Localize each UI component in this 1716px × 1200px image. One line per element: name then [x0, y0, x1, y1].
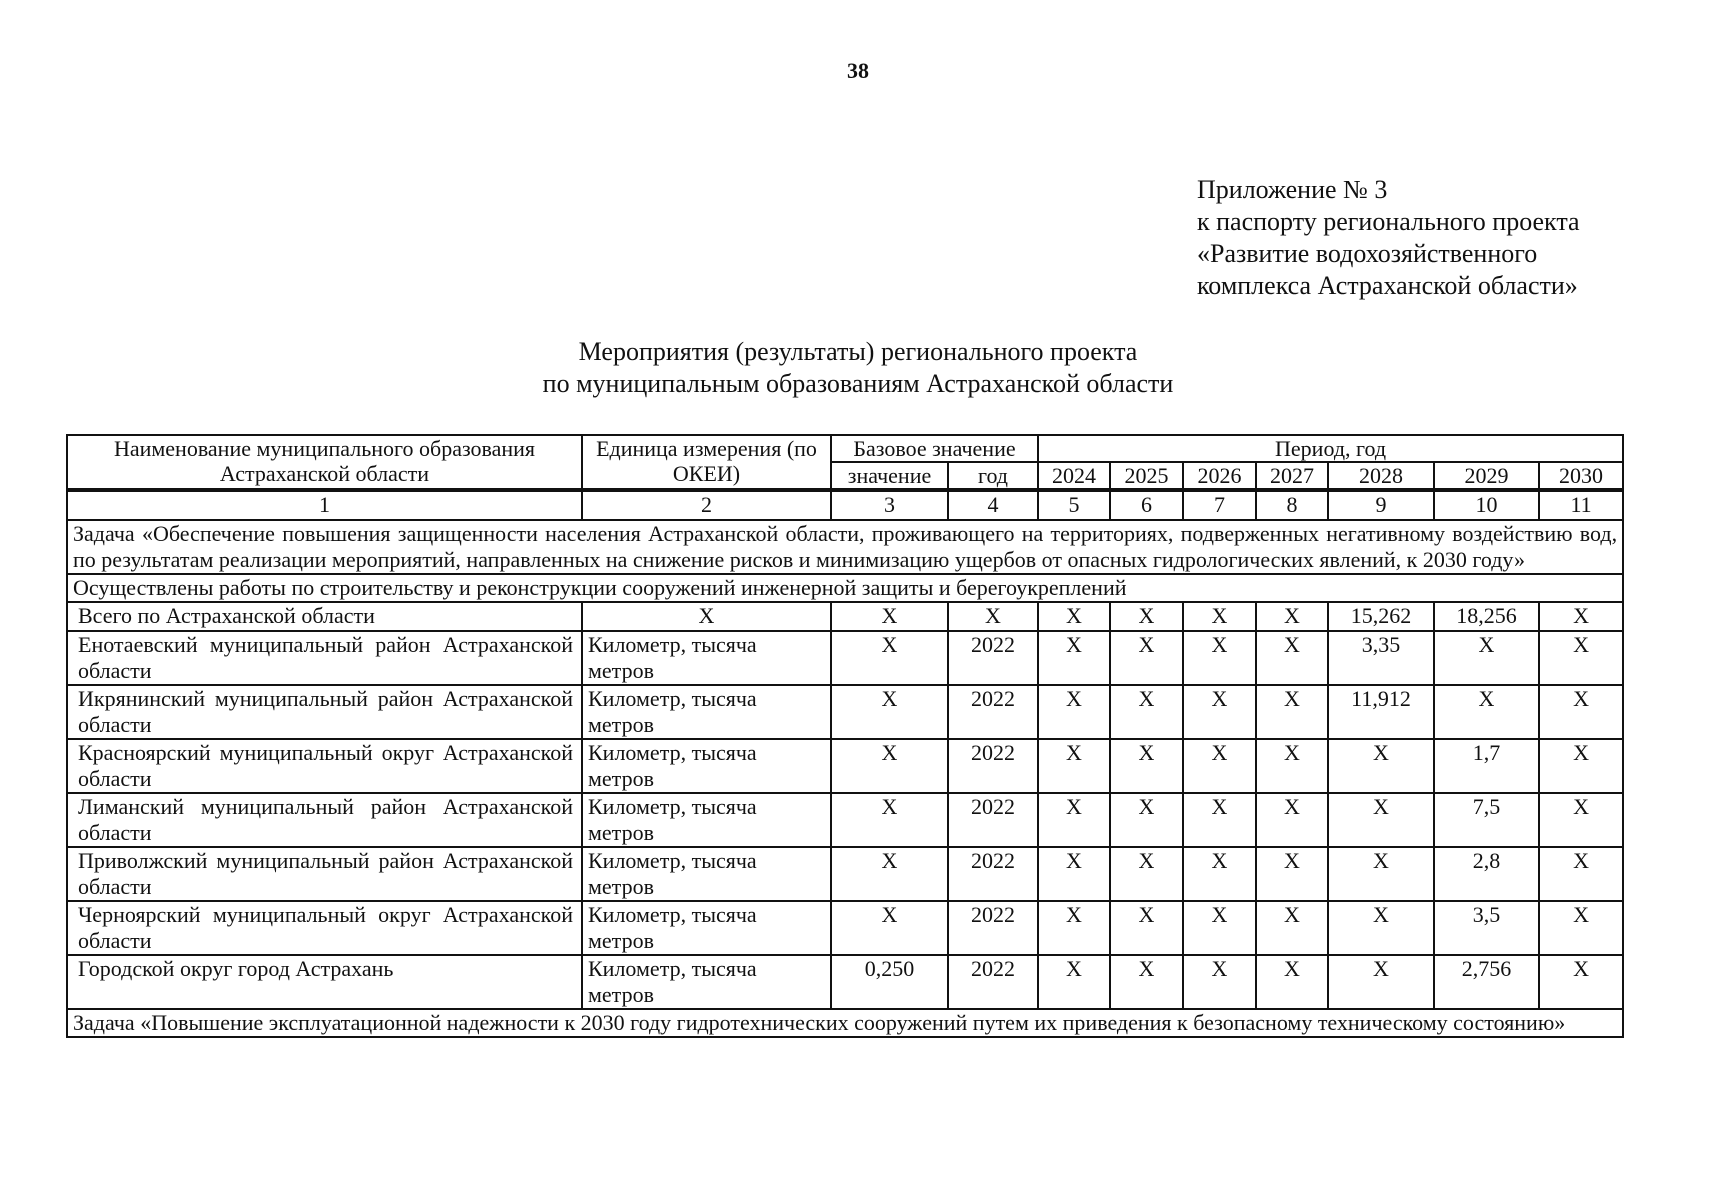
- row-2029: 2,756: [1434, 955, 1539, 1009]
- header-year: 2024: [1038, 462, 1110, 490]
- row-name: Приволжский муниципальный район Астраханской области: [67, 847, 582, 901]
- row-2025: X: [1110, 793, 1183, 847]
- row-unit: Километр, тысяча метров: [582, 793, 831, 847]
- row-base-year: X: [948, 602, 1038, 631]
- row-2024: X: [1038, 685, 1110, 739]
- appendix-line: к паспорту регионального проекта: [1197, 207, 1580, 236]
- header-period: Период, год: [1038, 435, 1623, 462]
- row-name: Икрянинский муниципальный район Астраханской области: [67, 685, 582, 739]
- result-row: [67, 574, 1623, 602]
- row-2030: X: [1539, 793, 1623, 847]
- row-2025: X: [1110, 955, 1183, 1009]
- row-base-value: X: [831, 847, 948, 901]
- task-row: [67, 1009, 1623, 1037]
- row-2024: X: [1038, 955, 1110, 1009]
- row-unit: Километр, тысяча метров: [582, 631, 831, 685]
- row-2029: 18,256: [1434, 602, 1539, 631]
- appendix-line: комплекса Астраханской области»: [1197, 271, 1578, 300]
- row-2026: X: [1183, 847, 1256, 901]
- col-number: 4: [948, 490, 1038, 520]
- row-2026: X: [1183, 739, 1256, 793]
- row-name: Красноярский муниципальный округ Астраханской области: [67, 739, 582, 793]
- row-unit: Километр, тысяча метров: [582, 685, 831, 739]
- row-2028: X: [1328, 901, 1434, 955]
- row-2028: X: [1328, 955, 1434, 1009]
- table-row: [67, 955, 1623, 1009]
- row-name: Лиманский муниципальный район Астраханской области: [67, 793, 582, 847]
- row-2024: X: [1038, 901, 1110, 955]
- row-name: Черноярский муниципальный округ Астраханской области: [67, 901, 582, 955]
- row-2029: X: [1434, 685, 1539, 739]
- appendix-line: «Развитие водохозяйственного: [1197, 239, 1538, 268]
- header-base: Базовое значение: [831, 435, 1038, 462]
- table-row: [67, 602, 1623, 631]
- row-base-value: 0,250: [831, 955, 948, 1009]
- row-unit: Километр, тысяча метров: [582, 847, 831, 901]
- appendix-header: [1197, 174, 1697, 302]
- col-number: 2: [582, 490, 831, 520]
- header-year: 2029: [1434, 462, 1539, 490]
- col-number: 6: [1110, 490, 1183, 520]
- results-table: [66, 434, 1624, 1038]
- row-2027: X: [1256, 631, 1328, 685]
- row-2026: X: [1183, 955, 1256, 1009]
- task-1-text: Задача «Обеспечение повышения защищенности населения Астраханской области, проживающего на территориях, подверженных негативному воздействию вод, по результатам реализации мероприятий, направленных на снижение рисков и минимизацию ущербов от опасных гидрологических явлений, к 2030 году»: [67, 520, 1623, 574]
- title-line-2: по муниципальным образованиям Астраханской области: [542, 369, 1174, 398]
- row-2024: X: [1038, 602, 1110, 631]
- row-2030: X: [1539, 955, 1623, 1009]
- row-unit: X: [582, 602, 831, 631]
- row-2028: 11,912: [1328, 685, 1434, 739]
- row-2026: X: [1183, 793, 1256, 847]
- row-2029: 2,8: [1434, 847, 1539, 901]
- row-base-value: X: [831, 739, 948, 793]
- header-row: [67, 435, 1623, 462]
- row-2027: X: [1256, 901, 1328, 955]
- result-1-text: Осуществлены работы по строительству и реконструкции сооружений инженерной защиты и берегоукреплений: [67, 574, 1623, 602]
- row-base-year: 2022: [948, 955, 1038, 1009]
- row-2027: X: [1256, 602, 1328, 631]
- row-unit: Километр, тысяча метров: [582, 955, 831, 1009]
- row-base-value: X: [831, 793, 948, 847]
- table-row: [67, 793, 1623, 847]
- task-row: [67, 520, 1623, 574]
- row-2030: X: [1539, 847, 1623, 901]
- row-base-value: X: [831, 685, 948, 739]
- row-name: Енотаевский муниципальный район Астраханской области: [67, 631, 582, 685]
- table-row: [67, 847, 1623, 901]
- task-2-text: Задача «Повышение эксплуатационной надежности к 2030 году гидротехнических сооружений путем их приведения к безопасному техническому состоянию»: [67, 1009, 1623, 1037]
- row-2026: X: [1183, 602, 1256, 631]
- title-line-1: Мероприятия (результаты) регионального проекта: [578, 337, 1138, 366]
- row-2025: X: [1110, 685, 1183, 739]
- row-2024: X: [1038, 631, 1110, 685]
- row-2030: X: [1539, 739, 1623, 793]
- row-2028: X: [1328, 739, 1434, 793]
- row-2024: X: [1038, 739, 1110, 793]
- row-2027: X: [1256, 793, 1328, 847]
- row-base-year: 2022: [948, 847, 1038, 901]
- row-2024: X: [1038, 793, 1110, 847]
- row-2025: X: [1110, 901, 1183, 955]
- row-2029: 1,7: [1434, 739, 1539, 793]
- row-2025: X: [1110, 847, 1183, 901]
- table-row: [67, 901, 1623, 955]
- row-name: Всего по Астраханской области: [67, 602, 582, 631]
- row-2024: X: [1038, 847, 1110, 901]
- col-number: 11: [1539, 490, 1623, 520]
- row-2028: X: [1328, 793, 1434, 847]
- row-unit: Километр, тысяча метров: [582, 739, 831, 793]
- row-2027: X: [1256, 847, 1328, 901]
- row-base-value: X: [831, 901, 948, 955]
- table-row: [67, 685, 1623, 739]
- row-2029: 3,5: [1434, 901, 1539, 955]
- row-2026: X: [1183, 685, 1256, 739]
- header-year: 2025: [1110, 462, 1183, 490]
- row-2027: X: [1256, 739, 1328, 793]
- row-base-value: X: [831, 602, 948, 631]
- row-2025: X: [1110, 739, 1183, 793]
- document-title: [0, 336, 1716, 400]
- row-base-year: 2022: [948, 739, 1038, 793]
- header-unit: Единица измерения (по ОКЕИ): [582, 435, 831, 490]
- col-number: 5: [1038, 490, 1110, 520]
- row-2025: X: [1110, 631, 1183, 685]
- header-base-value: значение: [831, 462, 948, 490]
- col-number: 10: [1434, 490, 1539, 520]
- header-year: 2026: [1183, 462, 1256, 490]
- row-2030: X: [1539, 685, 1623, 739]
- header-year: 2030: [1539, 462, 1623, 490]
- col-number: 7: [1183, 490, 1256, 520]
- col-number: 1: [67, 490, 582, 520]
- row-2028: 3,35: [1328, 631, 1434, 685]
- page-number: 38: [847, 58, 869, 83]
- row-2030: X: [1539, 901, 1623, 955]
- header-name: Наименование муниципального образования Астраханской области: [67, 435, 582, 490]
- row-base-year: 2022: [948, 901, 1038, 955]
- header-year: 2028: [1328, 462, 1434, 490]
- row-2026: X: [1183, 631, 1256, 685]
- col-number: 9: [1328, 490, 1434, 520]
- table-row: [67, 631, 1623, 685]
- row-2029: X: [1434, 631, 1539, 685]
- row-base-year: 2022: [948, 631, 1038, 685]
- row-2030: X: [1539, 631, 1623, 685]
- row-2028: 15,262: [1328, 602, 1434, 631]
- row-2030: X: [1539, 602, 1623, 631]
- row-2025: X: [1110, 602, 1183, 631]
- row-base-year: 2022: [948, 793, 1038, 847]
- row-base-value: X: [831, 631, 948, 685]
- row-base-year: 2022: [948, 685, 1038, 739]
- appendix-line: Приложение № 3: [1197, 175, 1388, 204]
- header-base-year: год: [948, 462, 1038, 490]
- col-number: 3: [831, 490, 948, 520]
- row-name: Городской округ город Астрахань: [67, 955, 582, 1009]
- row-2027: X: [1256, 685, 1328, 739]
- row-2029: 7,5: [1434, 793, 1539, 847]
- header-year: 2027: [1256, 462, 1328, 490]
- column-numbers-row: [67, 490, 1623, 520]
- col-number: 8: [1256, 490, 1328, 520]
- row-unit: Километр, тысяча метров: [582, 901, 831, 955]
- row-2028: X: [1328, 847, 1434, 901]
- table-row: [67, 739, 1623, 793]
- row-2026: X: [1183, 901, 1256, 955]
- row-2027: X: [1256, 955, 1328, 1009]
